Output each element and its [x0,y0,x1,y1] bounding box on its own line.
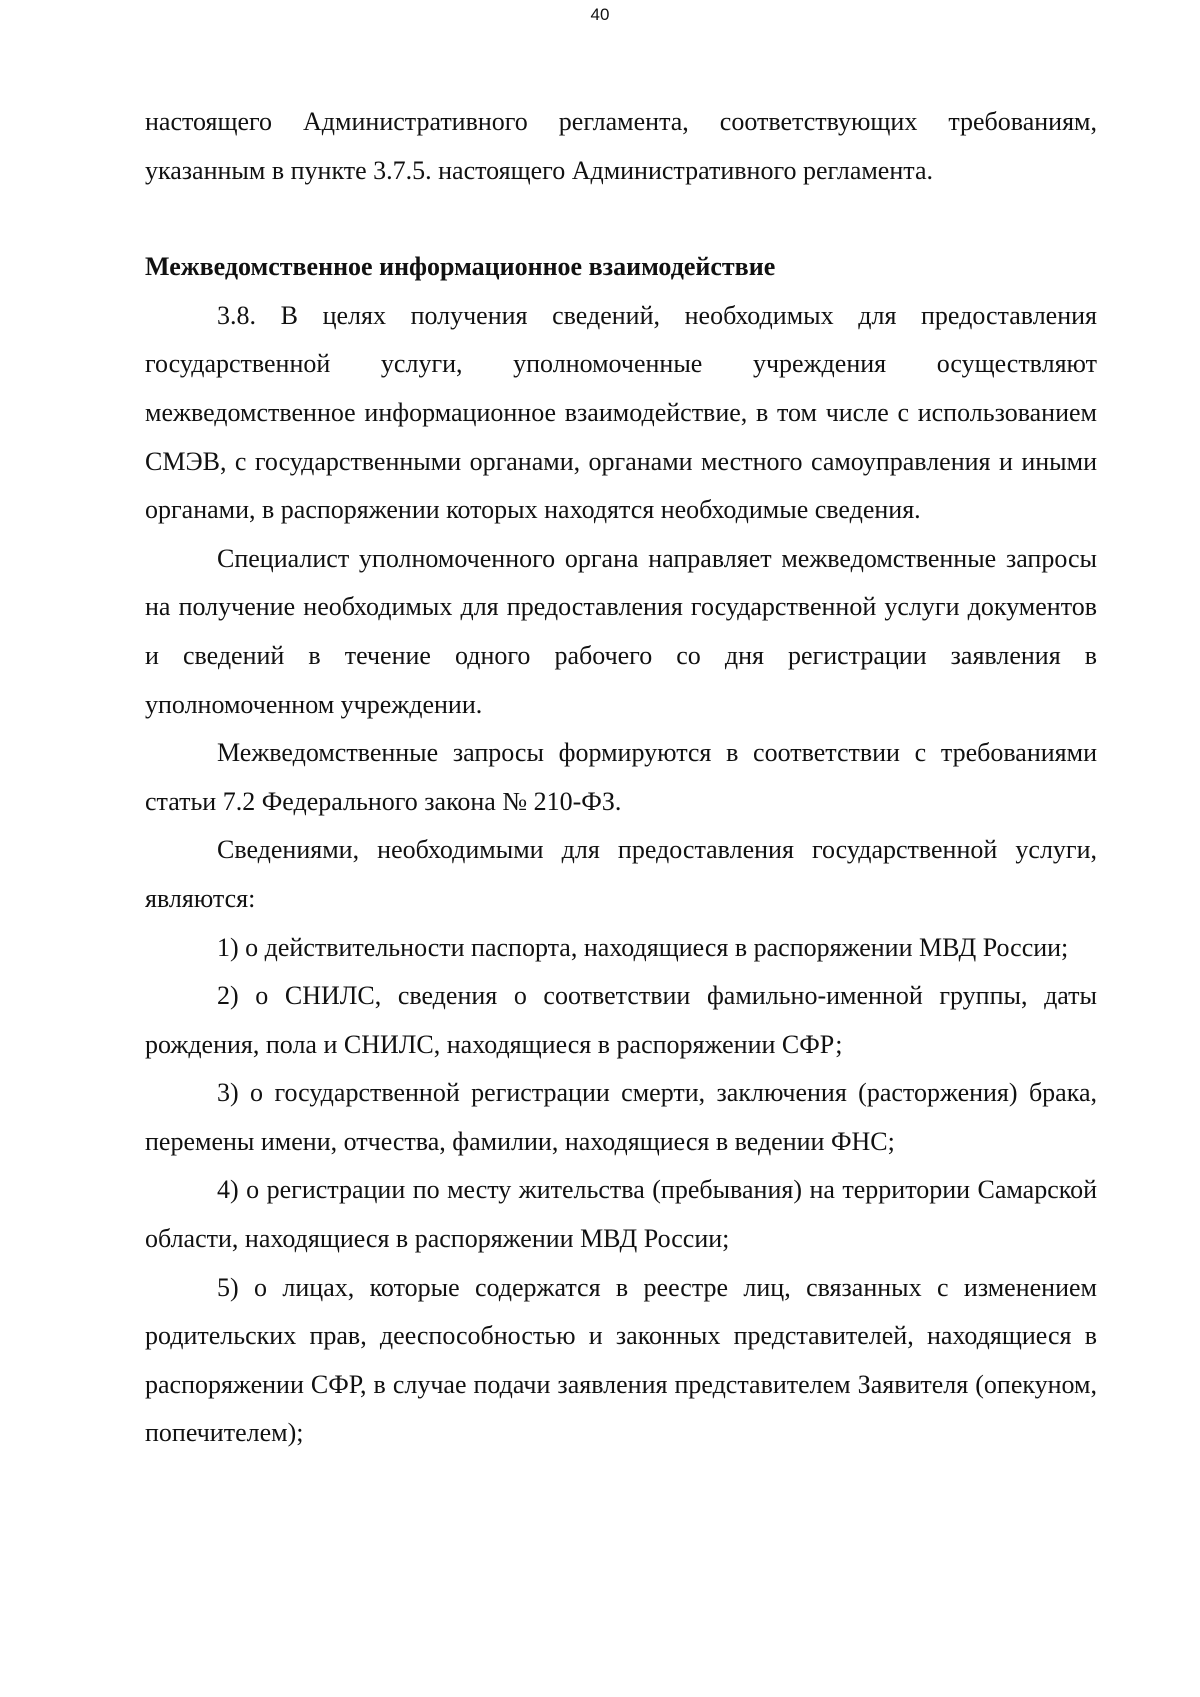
paragraph-continuation: настоящего Административного регламента, соответствующих требованиям, указанным в пункте 3.7.5. настоящего Административного регламента. [145,107,1097,185]
list-item-5: 5) о лицах, которые содержатся в реестре лиц, связанных с изменением родительских прав, дееспособностью и законных представителей, находящиеся в распоряжении СФР, в случае подачи заявления представителем Заявителя (опекуном, попечителем); [145,1272,1097,1448]
paragraph-requests: Межведомственные запросы формируются в соответствии с требованиями статьи 7.2 Федерального закона № 210-ФЗ. [145,738,1097,816]
paragraph-information-intro: Сведениями, необходимыми для предоставления государственной услуги, являются: [145,835,1097,913]
document-body [145,98,1097,1458]
page-number: 40 [590,5,610,24]
list-item-2: 2) о СНИЛС, сведения о соответствии фамильно-именной группы, даты рождения, пола и СНИЛС, находящиеся в распоряжении СФР; [145,981,1097,1059]
paragraph-specialist: Специалист уполномоченного органа направляет межведомственные запросы на получение необходимых для предоставления государственной услуги документов и сведений в течение одного рабочего со дня регистрации заявления в уполномоченном учреждении. [145,543,1097,719]
list-item-3: 3) о государственной регистрации смерти, заключения (расторжения) брака, перемены имени, отчества, фамилии, находящиеся в ведении ФНС; [145,1078,1097,1156]
list-item-4: 4) о регистрации по месту жительства (пребывания) на территории Самарской области, находящиеся в распоряжении МВД России; [145,1175,1097,1254]
section-heading: Межведомственное информационное взаимодействие [145,252,776,282]
list-item-1: 1) о действительности паспорта, находящиеся в распоряжении МВД России; [217,932,1069,962]
paragraph-3-8: 3.8. В целях получения сведений, необходимых для предоставления государственной услуги, уполномоченные учреждения осуществляют межведомственное информационное взаимодействие, в том числе с использованием СМЭВ, с государственными органами, органами местного самоуправления и иными органами, в распоряжении которых находятся необходимые сведения. [145,300,1097,525]
